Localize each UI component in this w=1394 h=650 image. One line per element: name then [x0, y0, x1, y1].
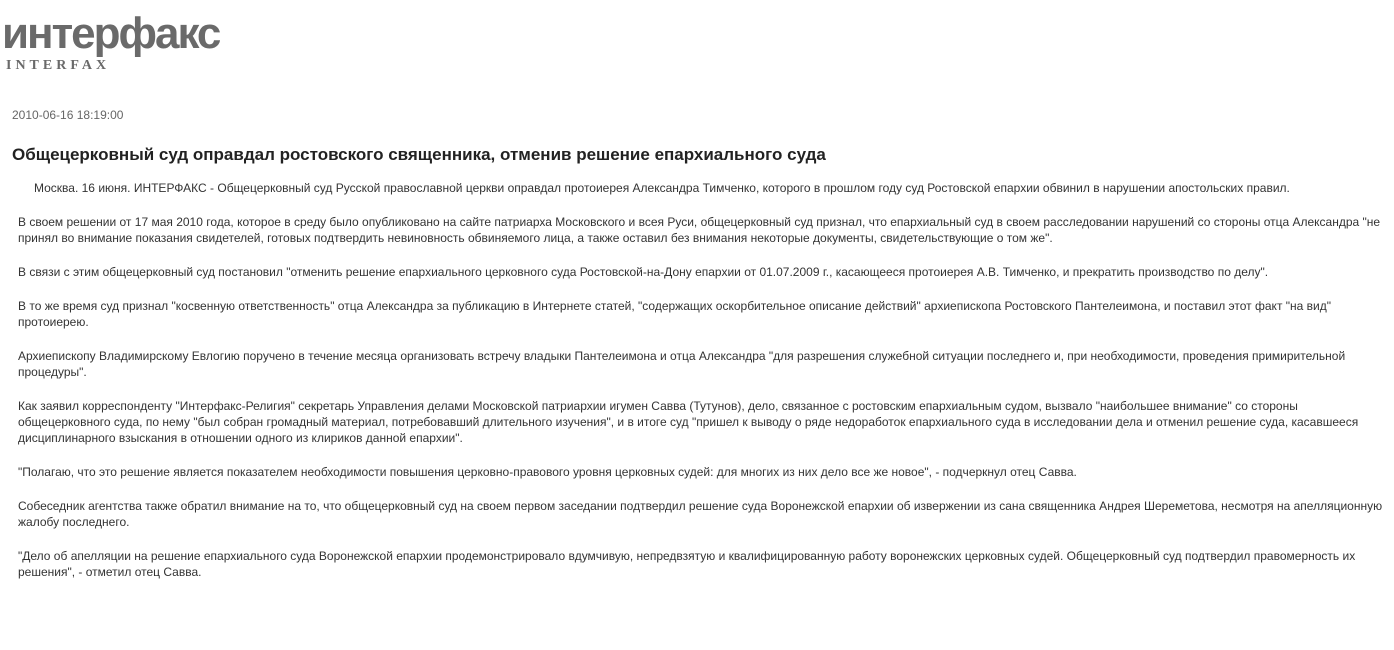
paragraph: В то же время суд признал "косвенную ответственность" отца Александра за публикацию в Интернете статей, "содержащих оскорбительное описание действий" архиепископа Ростовского Пантелеимона, и поставил этот факт "на вид" протоиерею. — [18, 299, 1332, 329]
paragraph: Собеседник агентства также обратил внимание на то, что общецерковный суд на своем первом заседании подтвердил решение суда Воронежской епархии об извержении из сана священника Андрея Шереметова, несмотря на апелляционную жалобу последнего. — [18, 499, 1383, 529]
paragraph: "Полагаю, что это решение является показателем необходимости повышения церковно-правового уровня церковных судей: для многих из них дело все же новое", - подчеркнул отец Савва. — [18, 465, 1077, 479]
paragraph: В своем решении от 17 мая 2010 года, которое в среду было опубликовано на сайте патриарха Московского и всея Руси, общецерковный суд признал, что епархиальный суд в своем расследовании нарушений со стороны отца Александра "не принял во внимание показания свидетелей, готовых подтвердить невиновность обвиняемого лица, а также оставил без внимания некоторые документы, свидетельствующие о том же". — [18, 215, 1381, 245]
paragraph: В связи с этим общецерковный суд постановил "отменить решение епархиального церковного суда Ростовской-на-Дону епархии от 01.07.2009 г., касающееся протоиерея А.В. Тимченко, и прекратить производство по делу". — [18, 265, 1269, 279]
paragraph: "Дело об апелляции на решение епархиального суда Воронежской епархии продемонстрировало вдумчивую, непредвзятую и квалифицированную работу воронежских церковных судей. Общецерковный суд подтвердил правомерность их решения", - отметил отец Савва. — [18, 549, 1356, 579]
logo-wordmark-en: INTERFAX — [6, 58, 111, 73]
paragraph: Архиепископу Владимирскому Евлогию поручено в течение месяца организовать встречу владыки Пантелеимона и отца Александра "для разрешения служебной ситуации последнего и, при необходимости, проведения примирительной процедуры". — [18, 349, 1346, 379]
article-body — [18, 180, 1388, 598]
interfax-logo — [2, 0, 262, 80]
article-headline: Общецерковный суд оправдал ростовского священника, отменив решение епархиального суда — [12, 145, 826, 164]
publish-date: 2010-06-16 18:19:00 — [12, 108, 124, 122]
logo-wordmark-ru: интерфакс — [2, 9, 220, 58]
paragraph: Как заявил корреспонденту "Интерфакс-Религия" секретарь Управления делами Московской патриархии игумен Савва (Тутунов), дело, связанное с ростовским епархиальным судом, вызвало "наибольшее внимание" со стороны общецерковного суда, по нему "был собран громадный материал, потребовавший длительного изучения", и в итоге суд "пришел к выводу о ряде недоработок епархиального суда в исследовании дела и отменил решение суда, касавшееся дисциплинарного взыскания в отношении одного из клириков данной епархии". — [18, 399, 1359, 445]
paragraph: Москва. 16 июня. ИНТЕРФАКС - Общецерковный суд Русской православной церкви оправдал протоиерея Александра Тимченко, которого в прошлом году суд Ростовской епархии обвинил в нарушении апостольских правил. — [34, 181, 1290, 195]
